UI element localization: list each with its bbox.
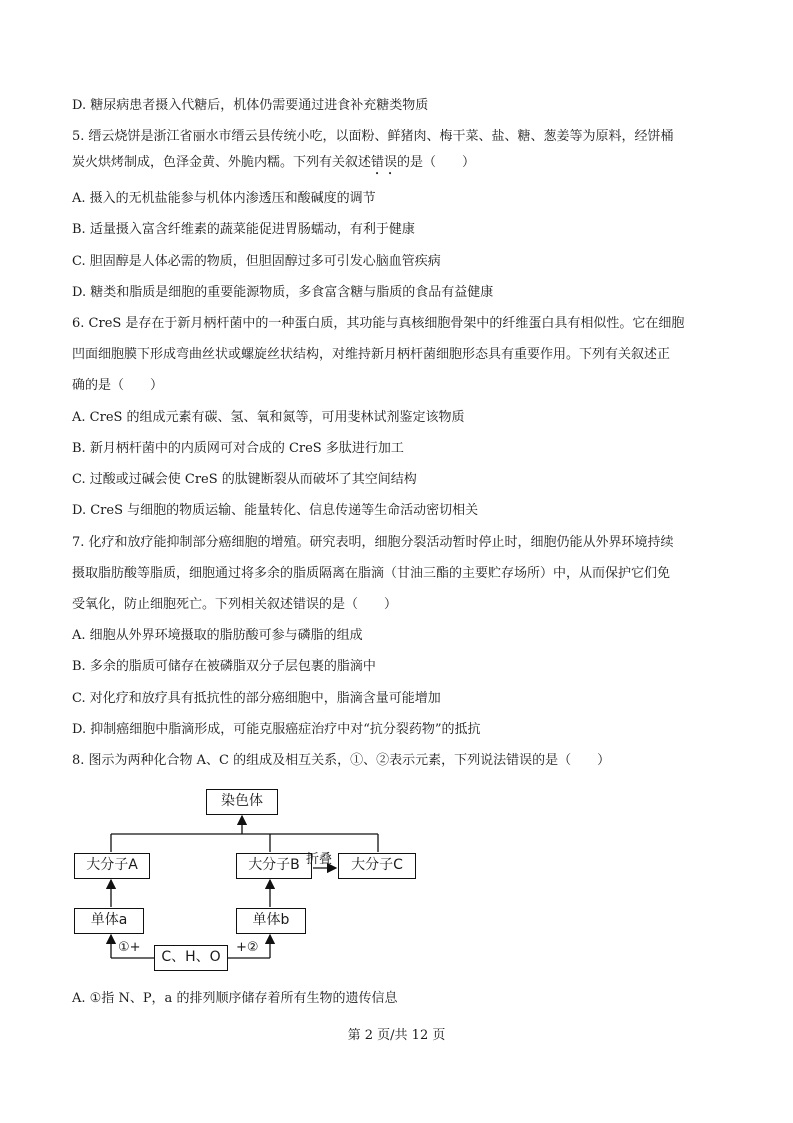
q5-stem-line-1: 5. 缙云烧饼是浙江省丽水市缙云县传统小吃，以面粉、鲜猪肉、梅干菜、盐、糖、葱姜等为原料，经饼桶 (72, 129, 674, 144)
q6-stem-line-1: 6. CreS 是存在于新月柄杆菌中的一种蛋白质，其功能与真核细胞骨架中的纤维蛋白具有相似性。它在细胞 (72, 316, 685, 331)
q8-stem: 8. 图示为两种化合物 A、C 的组成及相互关系，①、②表示元素，下列说法错误的是（ ） (72, 753, 611, 768)
q8-option-a: A. ①指 N、P，a 的排列顺序储存着所有生物的遗传信息 (72, 991, 398, 1006)
q7-option-d: D. 抑制癌细胞中脂滴形成，可能克服癌症治疗中对“抗分裂药物”的抵抗 (72, 722, 481, 737)
q6-stem-line-2: 凹面细胞膜下形成弯曲丝状或螺旋丝状结构，对维持新月柄杆菌细胞形态具有重要作用。下列有关叙述正 (72, 347, 671, 362)
q6-option-a: A. CreS 的组成元素有碳、氢、氧和氮等，可用斐林试剂鉴定该物质 (72, 410, 465, 425)
q7-option-c: C. 对化疗和放疗具有抵抗性的部分癌细胞中，脂滴含量可能增加 (72, 691, 441, 706)
q5-option-c: C. 胆固醇是人体必需的物质，但胆固醇过多可引发心脑血管疾病 (72, 254, 441, 269)
q5-stem-text-c: 的是（ ） (397, 155, 476, 170)
fold-label: 折叠 (306, 852, 333, 867)
q7-option-b: B. 多余的脂质可储存在被磷脂双分子层包裹的脂滴中 (72, 659, 376, 674)
monomer-b-box: 单体b (236, 908, 306, 934)
q7-option-a: A. 细胞从外界环境摄取的脂肪酸可参与磷脂的组成 (72, 628, 363, 643)
q6-option-b: B. 新月柄杆菌中的内质网可对合成的 CreS 多肽进行加工 (72, 441, 404, 456)
macromolecule-b-box: 大分子B (236, 853, 312, 879)
element-1-label: ①+ (118, 940, 141, 955)
macromolecule-a-box: 大分子A (74, 853, 150, 879)
q6-option-c: C. 过酸或过碱会使 CreS 的肽键断裂从而破坏了其空间结构 (72, 472, 417, 487)
macromolecule-c-box: 大分子C (338, 853, 416, 879)
q5-emphasis-wrong: 错误 (371, 155, 398, 170)
elements-box: C、H、O (154, 945, 228, 971)
monomer-a-box: 单体a (74, 908, 144, 934)
q6-option-d: D. CreS 与细胞的物质运输、能量转化、信息传递等生命活动密切相关 (72, 503, 479, 518)
chromosome-box: 染色体 (206, 789, 278, 815)
q5-stem-line-2 (72, 153, 728, 178)
q7-stem-line-2: 摄取脂肪酸等脂质，细胞通过将多余的脂质隔离在脂滴（甘油三酯的主要贮存场所）中，从而保护它们免 (72, 566, 671, 581)
q6-stem-line-3: 确的是（ ） (72, 378, 164, 393)
q7-stem-line-1: 7. 化疗和放疗能抑制部分癌细胞的增殖。研究表明，细胞分裂活动暂时停止时，细胞仍能从外界环境持续 (72, 535, 674, 550)
q5-option-d: D. 糖类和脂质是细胞的重要能源物质，多食富含糖与脂质的食品有益健康 (72, 285, 494, 300)
element-2-label: +② (236, 940, 259, 955)
compound-relationship-diagram (72, 782, 422, 972)
q5-stem-text-a: 炭火烘烤制成，色泽金黄、外脆内糯。下列有关叙述 (72, 155, 372, 170)
q5-option-b: B. 适量摄入富含纤维素的蔬菜能促进胃肠蠕动，有利于健康 (72, 222, 415, 237)
q5-option-a: A. 摄入的无机盐能参与机体内渗透压和酸碱度的调节 (72, 191, 376, 206)
page-footer: 第 2 页/共 12 页 (347, 1028, 446, 1043)
q7-stem-line-3: 受氧化，防止细胞死亡。下列相关叙述错误的是（ ） (72, 597, 398, 612)
q4-option-d: D. 糖尿病患者摄入代糖后，机体仍需要通过进食补充糖类物质 (72, 98, 429, 113)
